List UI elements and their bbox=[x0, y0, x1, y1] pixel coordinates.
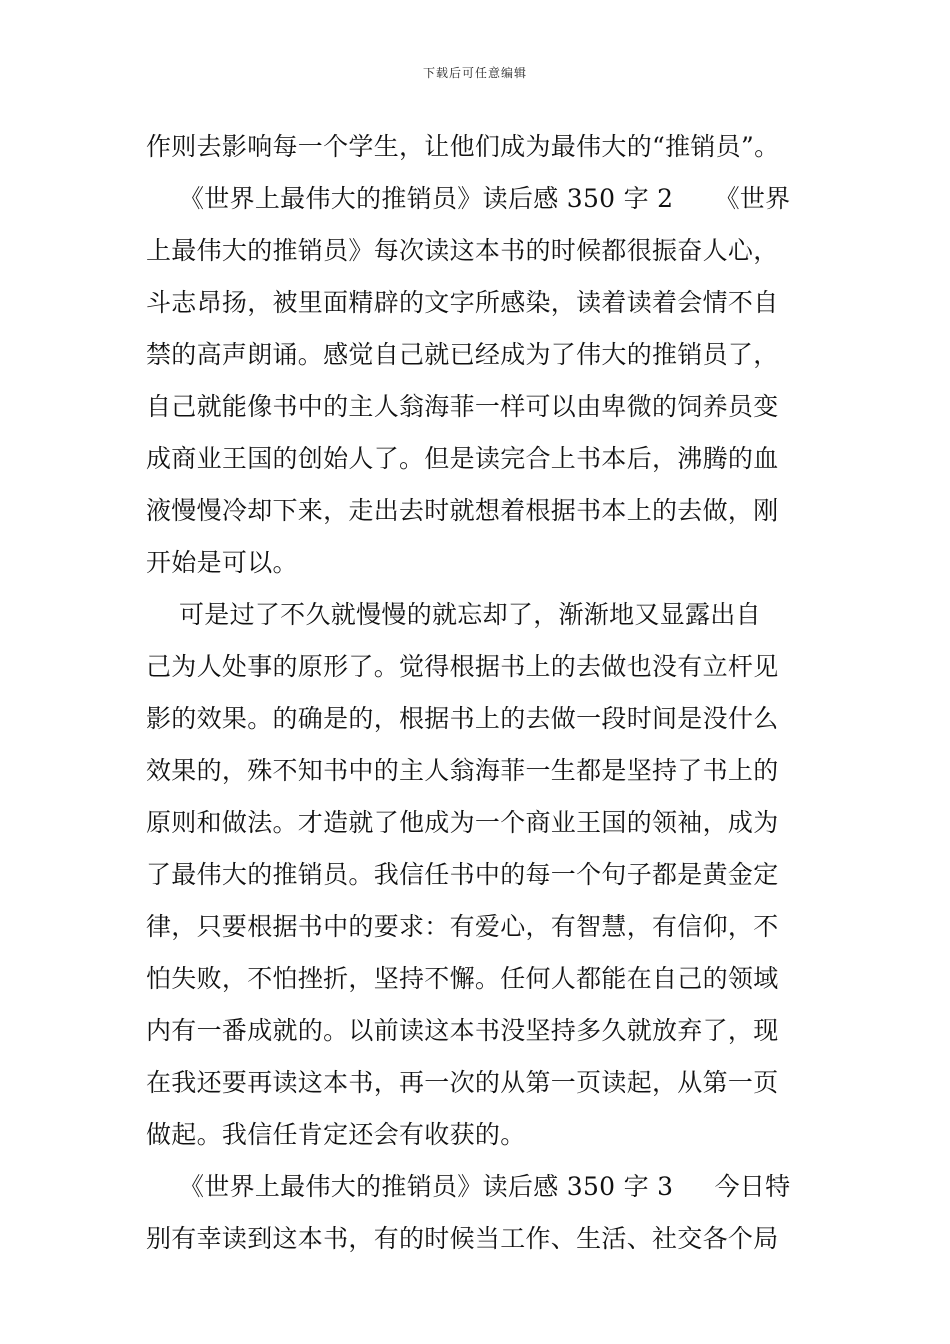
text-line: 《世界上最伟大的推销员》读后感 350 字 2 《世界 bbox=[146, 184, 791, 213]
text-line: 自己就能像书中的主人翁海菲一样可以由卑微的饲养员变 bbox=[146, 392, 779, 421]
text-line: 《世界上最伟大的推销员》读后感 350 字 3 今日特 bbox=[146, 1172, 791, 1201]
text-line: 斗志昂扬，被里面精辟的文字所感染，读着读着会情不自 bbox=[146, 288, 779, 317]
text-line: 上最伟大的推销员》每次读这本书的时候都很振奋人心， bbox=[146, 236, 779, 265]
text-line: 怕失败，不怕挫折，坚持不懈。任何人都能在自己的领域 bbox=[146, 964, 779, 993]
text-line: 内有一番成就的。以前读这本书没坚持多久就放弃了，现 bbox=[146, 1016, 779, 1045]
document-body bbox=[146, 127, 810, 1271]
text-line: 影的效果。的确是的，根据书上的去做一段时间是没什么 bbox=[146, 704, 779, 733]
text-line: 液慢慢冷却下来，走出去时就想着根据书本上的去做，刚 bbox=[146, 496, 779, 525]
text-line: 律，只要根据书中的要求：有爱心，有智慧，有信仰，不 bbox=[146, 912, 779, 941]
text-line: 效果的，殊不知书中的主人翁海菲一生都是坚持了书上的 bbox=[146, 756, 779, 785]
text-line: 禁的高声朗诵。感觉自己就已经成为了伟大的推销员了， bbox=[146, 340, 779, 369]
text-line: 做起。我信任肯定还会有收获的。 bbox=[146, 1120, 526, 1149]
text-line: 在我还要再读这本书，再一次的从第一页读起，从第一页 bbox=[146, 1068, 779, 1097]
text-line: 别有幸读到这本书，有的时候当工作、生活、社交各个局 bbox=[146, 1224, 779, 1253]
page-header: 下载后可任意编辑 bbox=[422, 66, 527, 80]
text-line: 可是过了不久就慢慢的就忘却了，渐渐地又显露出自 bbox=[146, 600, 761, 629]
text-line: 了最伟大的推销员。我信任书中的每一个句子都是黄金定 bbox=[146, 860, 779, 889]
text-line: 作则去影响每一个学生，让他们成为最伟大的“推销员”。 bbox=[146, 132, 780, 161]
text-line: 己为人处事的原形了。觉得根据书上的去做也没有立杆见 bbox=[146, 652, 779, 681]
text-line: 开始是可以。 bbox=[146, 548, 298, 577]
text-line: 成商业王国的创始人了。但是读完合上书本后，沸腾的血 bbox=[146, 444, 779, 473]
text-line: 原则和做法。才造就了他成为一个商业王国的领袖，成为 bbox=[146, 808, 779, 837]
